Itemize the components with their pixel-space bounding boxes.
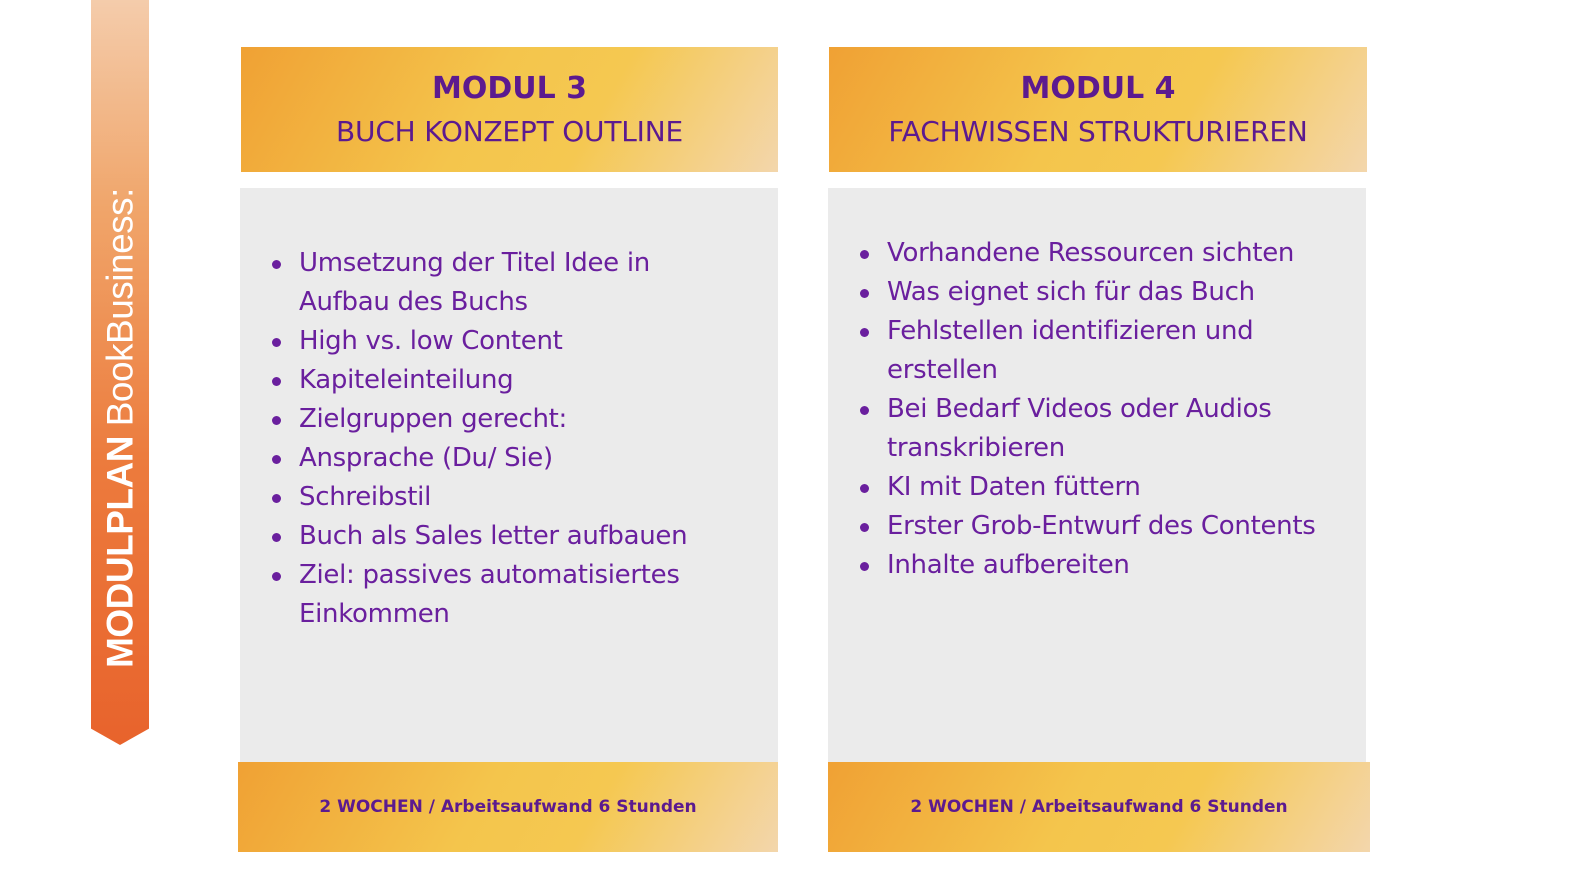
module-3-subtitle: BUCH KONZEPT OUTLINE [336,115,683,148]
module-4-header [829,47,1367,172]
list-item: Kapiteleinteilung [299,361,778,400]
ribbon-label [99,188,141,668]
list-item: Vorhandene Ressourcen sichten [887,234,1376,273]
module-4-subtitle: FACHWISSEN STRUKTURIEREN [888,115,1308,148]
module-3-title: MODUL 3 [431,71,588,106]
list-item: KI mit Daten füttern [887,468,1376,507]
list-item: Buch als Sales letter aufbauen [299,517,778,556]
module-3-header [241,47,778,172]
list-item: Fehlstellen identifizieren und erstellen [887,312,1307,390]
module-4-footer [828,762,1370,852]
list-item: Ansprache (Du/ Sie) [299,439,778,478]
module-3-duration: 2 WOCHEN / Arbeitsaufwand 6 Stunden [319,797,697,817]
list-item: High vs. low Content [299,322,778,361]
list-item: Was eignet sich für das Buch [887,273,1376,312]
module-3-bullet-list [299,244,778,634]
list-item: Bei Bedarf Videos oder Audios transkribieren [887,390,1327,468]
module-4-bullet-list [887,234,1376,585]
list-item: Zielgruppen gerecht: [299,400,778,439]
list-item: Inhalte aufbereiten [887,546,1376,585]
module-4-duration: 2 WOCHEN / Arbeitsaufwand 6 Stunden [910,797,1288,817]
module-4-content [828,188,1366,764]
module-4-title: MODUL 4 [1020,71,1176,106]
list-item: Umsetzung der Titel Idee in Aufbau des Buchs [299,244,679,322]
module-3-content [240,188,778,764]
list-item: Ziel: passives automatisiertes Einkommen [299,556,719,634]
ribbon-label-bold: MODULPLAN [99,436,141,668]
list-item: Schreibstil [299,478,778,517]
ribbon-label-light: BookBusiness: [99,188,141,427]
module-3-footer [238,762,778,852]
list-item: Erster Grob-Entwurf des Contents [887,507,1376,546]
